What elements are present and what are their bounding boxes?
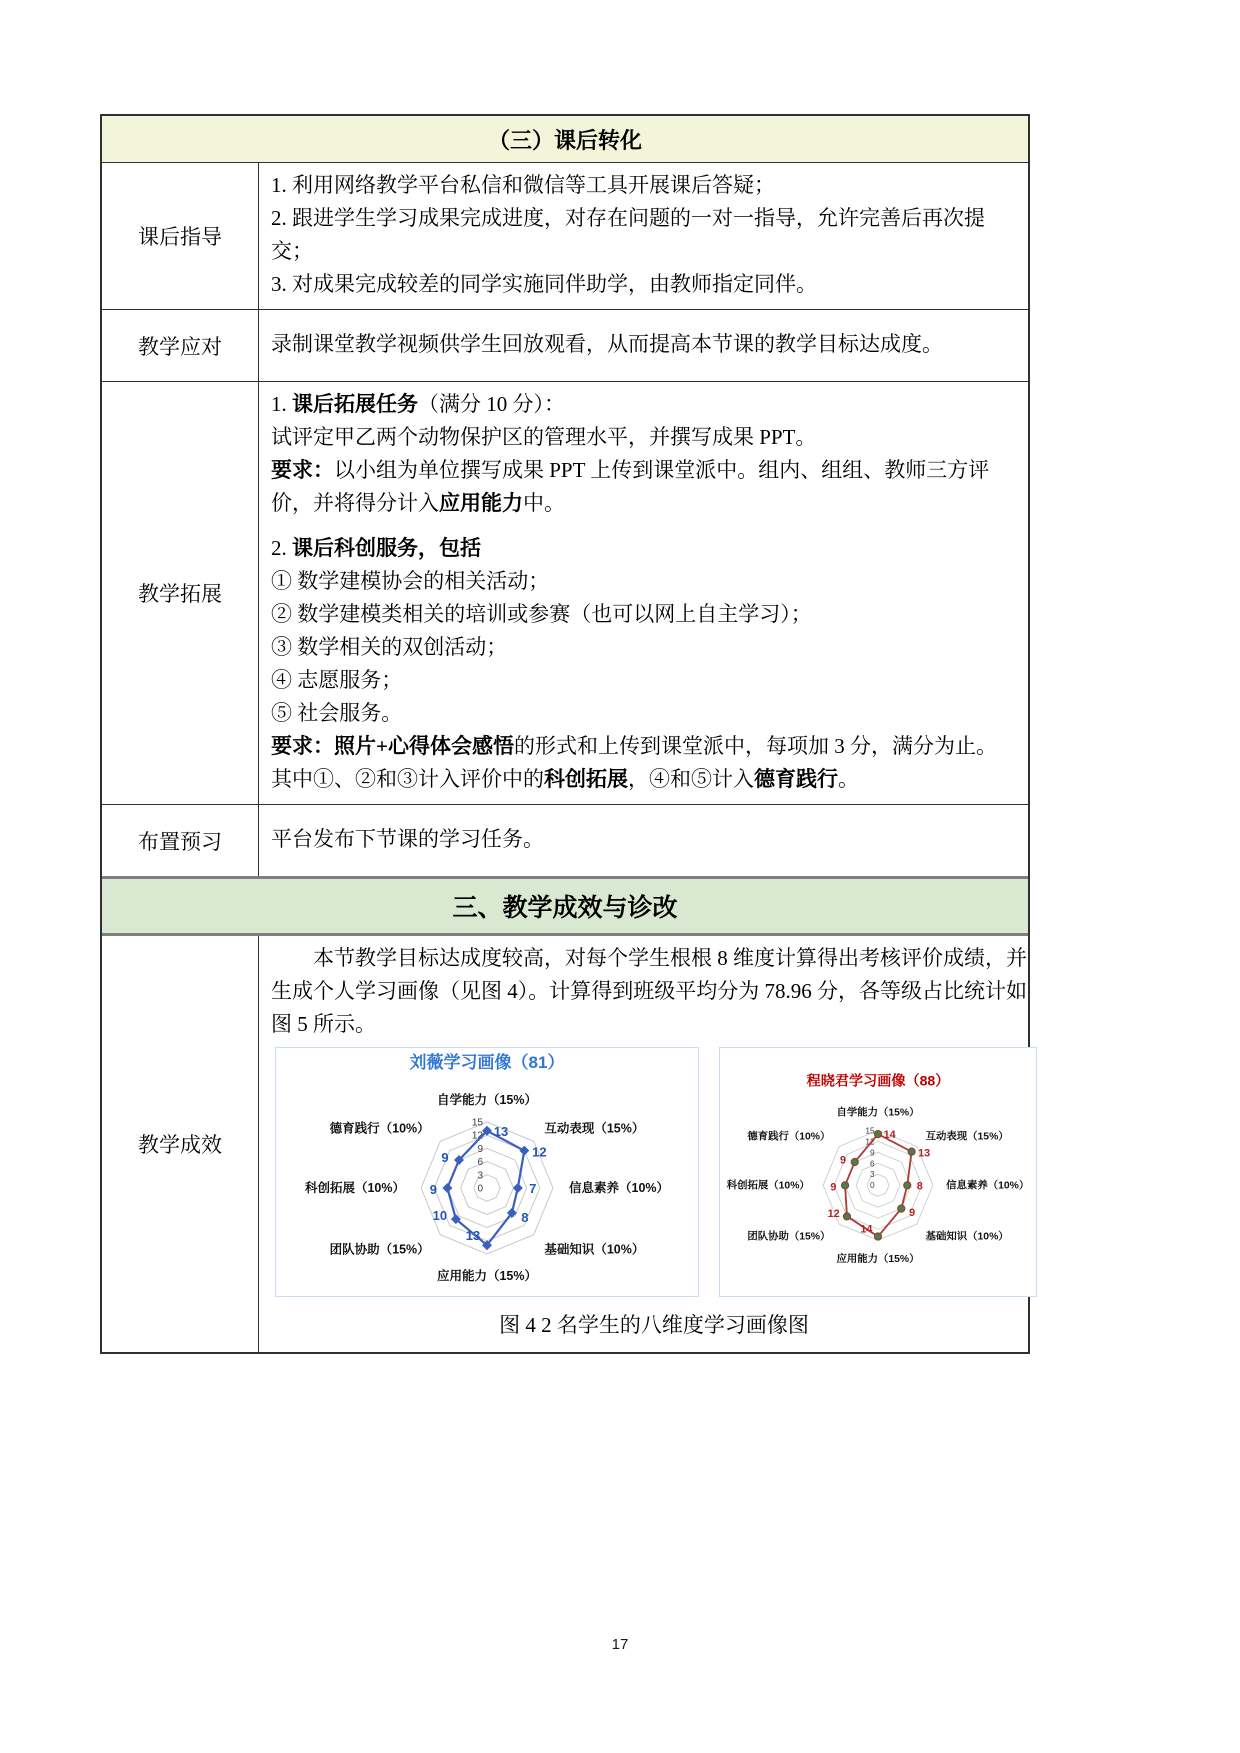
cell-expansion-content [259, 382, 1028, 804]
value-label: 12 [532, 1144, 547, 1160]
text-run: 2. 跟进学生学习成果完成进度，对存在问题的一对一指导，允许完善后再次提交； [271, 206, 985, 263]
data-marker [874, 1131, 881, 1138]
data-marker [442, 1183, 452, 1193]
figure-caption: 图 4 2 名学生的八维度学习画像图 [499, 1313, 809, 1337]
axis-label: 科创拓展（10%） [726, 1180, 810, 1192]
text-run: 本节教学目标达成度较高，对每个学生根根 8 维度计算得出考核评价成绩，并生成个人学习画像（见图 4）。计算得到班级平均分为 78.96 分，各等级占比统计如图 5 所示。 [271, 946, 1027, 1036]
axis-label: 团队协助（15%） [329, 1242, 430, 1257]
data-polygon [845, 1134, 912, 1236]
paragraph [271, 598, 1004, 631]
row-label-preview: 布置预习 [102, 805, 259, 876]
data-marker [841, 1182, 848, 1189]
value-label: 9 [441, 1149, 449, 1165]
data-marker [519, 1146, 529, 1156]
paragraph [271, 664, 1004, 697]
radar-svg [276, 1048, 698, 1296]
table-row-expansion [102, 381, 1028, 804]
paragraph [271, 388, 1004, 421]
text-run: ⑤ 社会服务。 [271, 701, 403, 725]
data-marker [898, 1205, 905, 1212]
text-run: ① 数学建模协会的相关活动； [271, 569, 550, 593]
tick-label: 0 [477, 1183, 483, 1195]
data-marker [843, 1213, 850, 1220]
chart-title: 刘薇学习画像（81） [409, 1053, 565, 1072]
cell-guidance-content [259, 163, 1028, 309]
tick-label: 9 [477, 1143, 483, 1155]
tick-label: 6 [477, 1157, 483, 1169]
text-run: 1. [271, 392, 292, 416]
text-run: ② 数学建模类相关的培训或参赛（也可以网上自主学习）； [271, 602, 812, 626]
paragraph [271, 169, 1004, 202]
radar-svg [720, 1048, 1036, 1296]
bold-text-run: 德育践行 [754, 767, 838, 791]
bold-text-run: 课后科创服务，包括 [292, 536, 481, 560]
value-label: 14 [860, 1223, 873, 1236]
bold-text-run: 课后拓展任务 [292, 392, 418, 416]
section-header-after-class [102, 116, 1028, 162]
row-label-response: 教学应对 [102, 310, 259, 381]
axis-label: 应用能力（15%） [836, 1253, 920, 1265]
value-label: 9 [830, 1181, 837, 1194]
data-marker [513, 1183, 523, 1193]
axis-label: 互动表现（15%） [925, 1131, 1009, 1143]
axis-label: 德育践行（10%） [329, 1121, 430, 1136]
bold-text-run: 应用能力 [439, 491, 523, 515]
tick-label: 9 [870, 1147, 875, 1158]
text-run: 录制课堂教学视频供学生回放观看，从而提高本节课的教学目标达成度。 [271, 332, 943, 356]
bold-text-run: 要求： [271, 458, 334, 482]
section-header-effect-text: 三、教学成效与诊改 [452, 895, 678, 922]
data-marker [908, 1148, 915, 1155]
text-run: 以小组为单位撰写成果 PPT 上传到课堂派中。组内、组组、教师三方评价，并将得分计入 [271, 458, 990, 515]
tick-label: 0 [870, 1180, 875, 1191]
tick-label: 15 [865, 1125, 875, 1136]
text-run: 1. 利用网络教学平台私信和微信等工具开展课后答疑； [271, 173, 775, 197]
axis-label: 基础知识（10%） [544, 1242, 645, 1257]
value-label: 8 [521, 1209, 529, 1225]
cell-response-content [259, 310, 1028, 381]
radar-chart-liuwei [275, 1047, 699, 1297]
value-label: 13 [918, 1147, 931, 1160]
text-run: 的形式和上传到课堂派中，每项加 3 分，满分为止。其中①、②和③计入评价中的 [271, 734, 997, 791]
paragraph [271, 421, 1004, 454]
radar-charts-row [275, 1047, 1037, 1297]
paragraph [271, 268, 1004, 301]
paragraph [271, 328, 1004, 361]
paragraph [271, 942, 1037, 1041]
text-run: 2. [271, 536, 292, 560]
section-header-after-class-text: （三）课后转化 [487, 127, 642, 153]
value-label: 8 [916, 1180, 923, 1193]
paragraph [271, 454, 1004, 520]
value-label: 9 [840, 1154, 847, 1167]
chart-title: 程晓君学习画像（88） [806, 1072, 950, 1089]
text-run: 。 [838, 767, 859, 791]
section-header-effect [102, 876, 1028, 936]
table-row-effect [102, 936, 1028, 1352]
text-run: 平台发布下节课的学习任务。 [271, 827, 544, 851]
tick-label: 6 [870, 1158, 875, 1169]
effect-paragraphs [271, 942, 1037, 1041]
data-marker [851, 1158, 858, 1165]
value-label: 14 [883, 1129, 896, 1142]
table-row-guidance [102, 162, 1028, 309]
tick-label: 12 [865, 1136, 875, 1147]
text-run: 3. 对成果完成较差的同学实施同伴助学，由教师指定同伴。 [271, 272, 817, 296]
value-label: 9 [909, 1207, 916, 1220]
page-number: 17 [611, 1636, 629, 1653]
data-marker [904, 1182, 911, 1189]
radar-chart-chengxiaojun [719, 1047, 1037, 1297]
cell-effect-content [259, 936, 1061, 1352]
value-label: 13 [493, 1123, 509, 1139]
paragraph [271, 631, 1004, 664]
value-label: 7 [529, 1181, 537, 1196]
value-label: 9 [429, 1182, 438, 1197]
tick-label: 12 [471, 1130, 483, 1142]
grid-ring [856, 1163, 900, 1207]
axis-label: 团队协助（15%） [747, 1231, 831, 1243]
axis-label: 自学能力（15%） [836, 1107, 920, 1119]
paragraph [271, 202, 1004, 268]
paragraph [271, 532, 1004, 565]
value-label: 12 [827, 1208, 840, 1221]
bold-text-run: 要求：照片+心得体会感悟 [271, 734, 514, 758]
axis-label: 信息素养（10%） [569, 1181, 670, 1195]
axis-label: 德育践行（10%） [747, 1131, 831, 1143]
paragraph [271, 565, 1004, 598]
bold-text-run: 科创拓展 [544, 767, 628, 791]
text-run: ③ 数学相关的双创活动； [271, 635, 508, 659]
paragraph [271, 730, 1004, 796]
lesson-plan-table [100, 114, 1030, 1354]
paragraph [271, 697, 1004, 730]
axis-label: 自学能力（15%） [436, 1093, 538, 1107]
text-run: ④ 志愿服务； [271, 668, 403, 692]
data-polygon [447, 1131, 524, 1245]
text-run: ，④和⑤计入 [628, 767, 754, 791]
row-label-expansion: 教学拓展 [102, 382, 259, 804]
text-run: 中。 [523, 491, 565, 515]
paragraph [271, 823, 1004, 856]
tick-label: 3 [477, 1170, 483, 1182]
axis-label: 应用能力（15%） [436, 1269, 538, 1283]
row-label-effect: 教学成效 [102, 936, 259, 1352]
row-label-guidance: 课后指导 [102, 163, 259, 309]
data-marker [874, 1233, 881, 1240]
text-run: （满分 10 分）： [418, 392, 565, 416]
table-row-preview [102, 804, 1028, 876]
table-row-response [102, 309, 1028, 381]
axis-label: 信息素养（10%） [946, 1180, 1030, 1192]
axis-label: 互动表现（15%） [544, 1121, 645, 1136]
cell-preview-content [259, 805, 1028, 876]
axis-label: 基础知识（10%） [925, 1231, 1009, 1243]
grid-ring [461, 1162, 514, 1215]
tick-label: 3 [870, 1169, 875, 1180]
axis-label: 科创拓展（10%） [304, 1181, 405, 1195]
value-label: 10 [432, 1208, 448, 1224]
value-label: 13 [465, 1228, 481, 1244]
text-run: 试评定甲乙两个动物保护区的管理水平，并撰写成果 PPT。 [271, 425, 817, 449]
tick-label: 15 [471, 1117, 483, 1129]
